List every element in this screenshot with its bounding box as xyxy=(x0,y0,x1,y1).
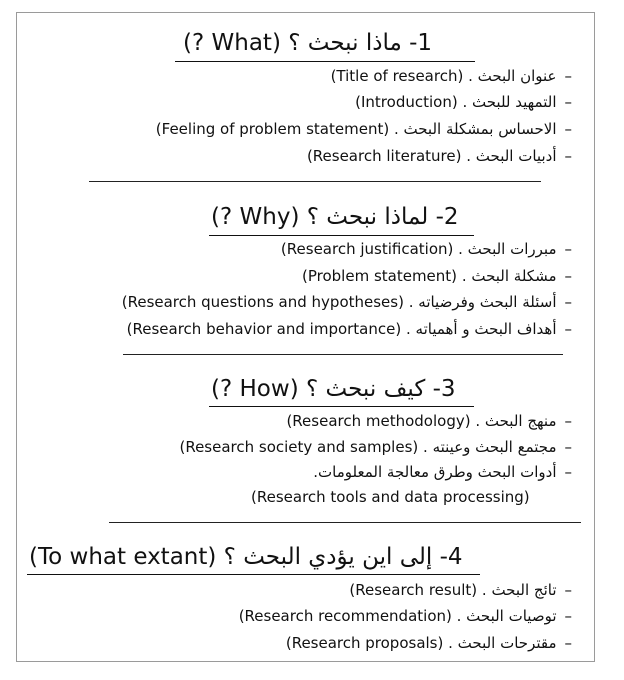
section-1-item-1: –عنوان البحث . (Title of research) xyxy=(330,67,572,85)
section-divider-3 xyxy=(109,522,581,523)
section-1-heading-underline xyxy=(175,61,475,62)
section-2-heading-underline xyxy=(209,235,474,236)
section-2-item-2: –مشكلة البحث . (Problem statement) xyxy=(302,267,572,285)
section-3-heading: 3- كيف نبحث ؟ (How ?) xyxy=(211,376,456,402)
section-4-item-2: –توصيات البحث . (Research recommendation) xyxy=(238,607,572,625)
section-2-item-4: –أهداف البحث و أهمياته . (Research behavior and importance) xyxy=(126,320,572,338)
section-2-item-3: –أسئلة البحث وفرضياته . (Research questions and hypotheses) xyxy=(121,293,572,311)
section-4-item-3: –مقترحات البحث . (Research proposals) xyxy=(285,634,572,652)
section-1-item-4: –أدبيات البحث . (Research literature) xyxy=(306,147,572,165)
section-3-heading-underline xyxy=(209,406,474,407)
section-4-item-1: –تائج البحث . (Research result) xyxy=(349,581,572,599)
section-3-item-3: –أدوات البحث وطرق معالجة المعلومات. xyxy=(313,463,572,481)
section-divider-1 xyxy=(89,181,541,182)
section-1-heading: 1- ماذا نبحث ؟ (What ?) xyxy=(183,30,433,56)
section-3-item-3-english: (Research tools and data processing) xyxy=(251,488,530,506)
section-4-heading-underline xyxy=(27,574,480,575)
content-frame xyxy=(16,12,595,662)
section-1-item-3: –الاحساس بمشكلة البحث . (Feeling of problem statement) xyxy=(155,120,572,138)
section-2-heading: 2- لماذا نبحث ؟ (Why ?) xyxy=(211,204,459,230)
section-divider-2 xyxy=(123,354,563,355)
section-1-item-2: –التمهيد للبحث . (Introduction) xyxy=(355,93,572,111)
section-4-heading: 4- إلى اين يؤدي البحث ؟ (To what extant) xyxy=(29,544,463,570)
section-2-item-1: –مبررات البحث . (Research justification) xyxy=(280,240,572,258)
section-3-item-2: –مجتمع البحث وعينته . (Research society and samples) xyxy=(179,438,572,456)
section-3-item-1: –منهج البحث . (Research methodology) xyxy=(286,412,572,430)
